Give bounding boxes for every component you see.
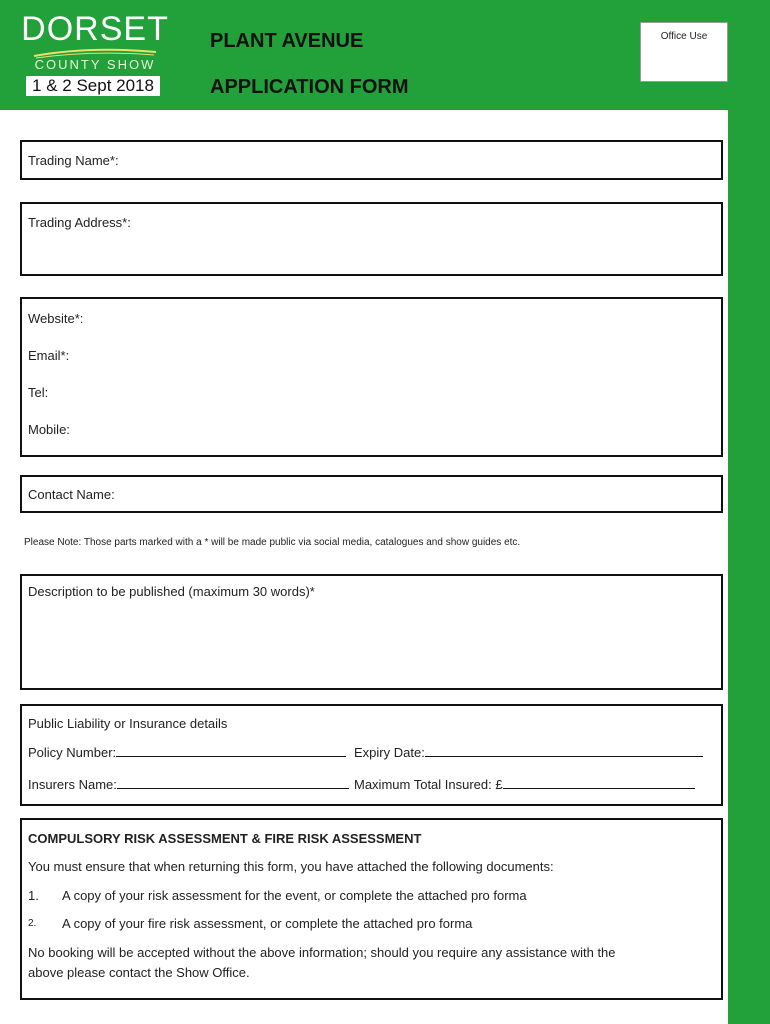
office-use-label: Office Use — [660, 31, 708, 42]
contact-name-field[interactable] — [20, 475, 723, 513]
logo-dates: 1 & 2 Sept 2018 — [26, 76, 160, 96]
insurers-name-label: Insurers Name: — [28, 777, 117, 792]
risk-footer-line-1: No booking will be accepted without the above information; should you require any assistance with the — [28, 945, 616, 960]
office-use-box — [640, 22, 728, 82]
page-title: PLANT AVENUE — [210, 30, 364, 52]
tel-label: Tel: — [28, 385, 49, 400]
risk-item-2-text: A copy of your fire risk assessment, or complete the attached pro forma — [62, 916, 473, 931]
policy-number-label: Policy Number: — [28, 745, 117, 760]
insurance-heading: Public Liability or Insurance details — [28, 716, 228, 731]
insurers-name-field[interactable] — [28, 777, 349, 792]
risk-intro: You must ensure that when returning this form, you have attached the following documents: — [28, 859, 554, 874]
public-note: Please Note: Those parts marked with a * will be made public via social media, catalogues and show guides etc. — [24, 537, 521, 548]
risk-assessment-box — [20, 818, 723, 1000]
website-label: Website*: — [28, 311, 84, 326]
risk-footer-line-2: above please contact the Show Office. — [28, 965, 250, 980]
trading-name-label: Trading Name*: — [28, 153, 119, 168]
insurance-box — [20, 704, 723, 806]
risk-item-1-number: 1. — [28, 888, 39, 903]
max-insured-field[interactable] — [354, 777, 695, 792]
description-label: Description to be published (maximum 30 words)* — [28, 584, 315, 599]
side-band — [728, 0, 770, 1024]
risk-item-2-number: 2. — [28, 918, 37, 929]
page-subtitle: APPLICATION FORM — [210, 76, 409, 98]
expiry-date-label: Expiry Date: — [354, 745, 425, 760]
contact-name-label: Contact Name: — [28, 487, 115, 502]
expiry-date-field[interactable] — [354, 745, 703, 760]
contact-details-box — [20, 297, 723, 457]
max-insured-label: Maximum Total Insured: £ — [354, 777, 503, 792]
mobile-label: Mobile: — [28, 422, 70, 437]
email-label: Email*: — [28, 348, 70, 363]
dorset-county-show-logo — [20, 12, 170, 102]
trading-address-label: Trading Address*: — [28, 215, 131, 230]
logo-subtitle: COUNTY SHOW — [34, 57, 156, 72]
risk-item-1-text: A copy of your risk assessment for the event, or complete the attached pro forma — [62, 888, 527, 903]
trading-address-field[interactable] — [20, 202, 723, 276]
description-field[interactable] — [20, 574, 723, 690]
trading-name-field[interactable] — [20, 140, 723, 180]
policy-number-field[interactable] — [28, 745, 346, 760]
risk-heading: COMPULSORY RISK ASSESSMENT & FIRE RISK ASSESSMENT — [28, 831, 422, 846]
logo-name: DORSET — [21, 10, 169, 48]
